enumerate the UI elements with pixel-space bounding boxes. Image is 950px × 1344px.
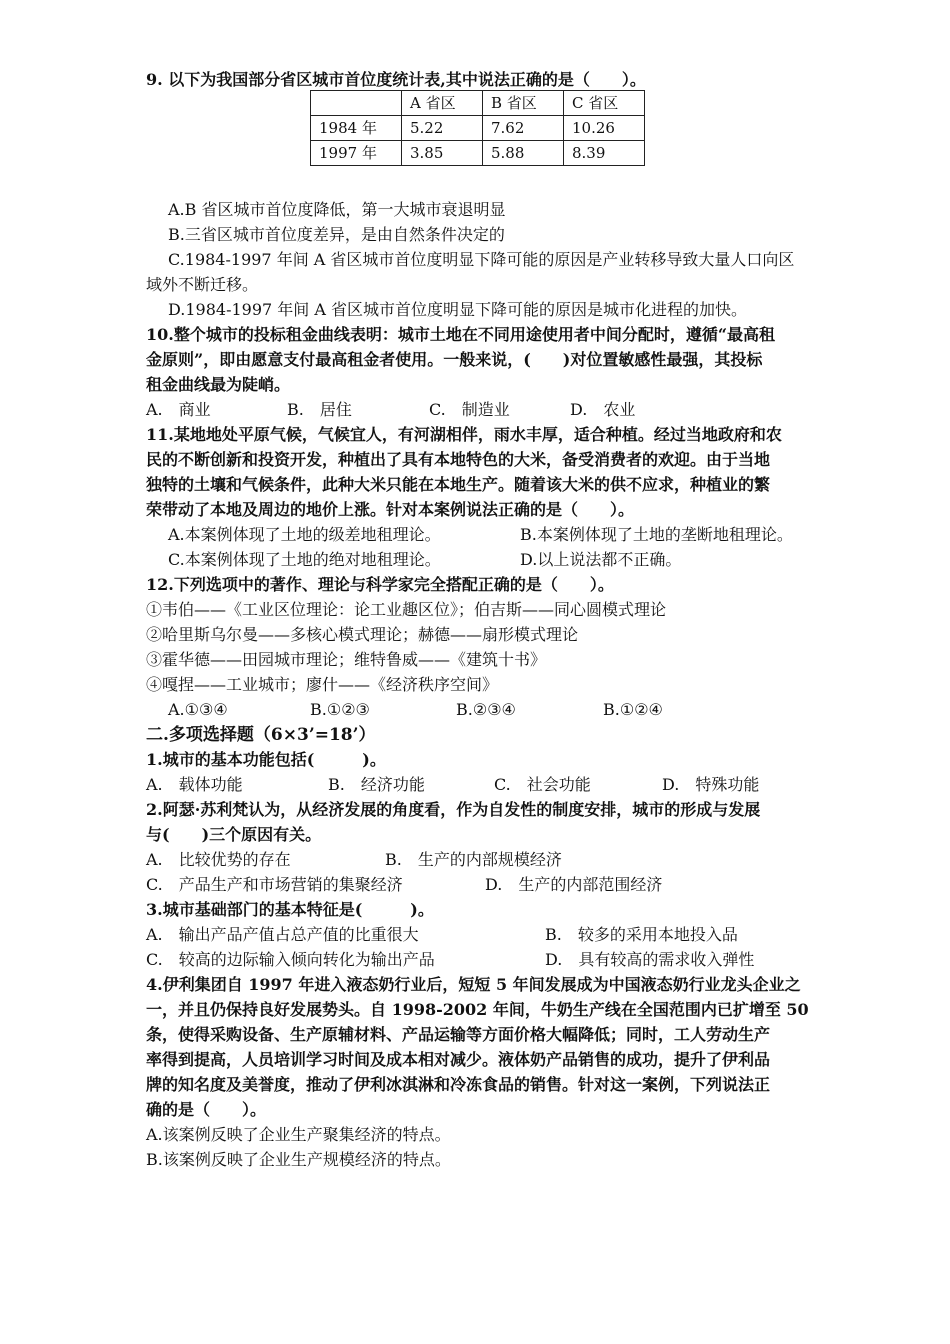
q11-line: 荣带动了本地及周边的地价上涨。针对本案例说法正确的是（ ）。: [146, 500, 635, 519]
q11-option-c: C.本案例体现了土地的绝对地租理论。: [168, 550, 441, 569]
table-cell: 8.39: [564, 141, 645, 166]
q9-option-b: B.三省区城市首位度差异，是由自然条件决定的: [168, 225, 505, 244]
m4-line: 一，并且仍保持良好发展势头。自 1998-2002 年间，牛奶生产线在全国范围内已扩增至 50: [146, 1000, 809, 1019]
table-cell: 5.22: [402, 116, 483, 141]
m1-stem: 1.城市的基本功能包括( )。: [146, 750, 386, 769]
m2-option-d: D. 生产的内部范围经济: [485, 875, 663, 894]
m2-option-c: C. 产品生产和市场营销的集聚经济: [146, 875, 403, 894]
q9-stem: 9. 以下为我国部分省区城市首位度统计表,其中说法正确的是（ ）。: [146, 70, 646, 89]
table-cell: 10.26: [564, 116, 645, 141]
q11-option-a: A.本案例体现了土地的级差地租理论。: [168, 525, 441, 544]
table-row: [311, 141, 645, 166]
m4-line: 确的是（ ）。: [146, 1100, 267, 1119]
q10-line: 租金曲线最为陡峭。: [146, 375, 291, 394]
q11-option-b: B.本案例体现了土地的垄断地租理论。: [520, 525, 793, 544]
q12-item: ③霍华德——田园城市理论；维特鲁威——《建筑十书》: [146, 650, 547, 669]
q11-line: 独特的土壤和气候条件，此种大米只能在本地生产。随着该大米的供不应求，种植业的繁: [146, 475, 771, 494]
m3-stem: 3.城市基础部门的基本特征是( )。: [146, 900, 434, 919]
table-cell: A 省区: [402, 91, 483, 116]
m2-option-a: A. 比较优势的存在: [146, 850, 291, 869]
q12-stem: 12.下列选项中的著作、理论与科学家完全搭配正确的是（ ）。: [146, 575, 614, 594]
table-header-row: [311, 91, 645, 116]
m3-option-c: C. 较高的边际输入倾向转化为输出产品: [146, 950, 435, 969]
q9-option-c: C.1984-1997 年间 A 省区城市首位度明显下降可能的原因是产业转移导致大量人口向区: [168, 250, 795, 269]
table-cell: 3.85: [402, 141, 483, 166]
q12-item: ②哈里斯乌尔曼——多核心模式理论；赫德——扇形模式理论: [146, 625, 579, 644]
m4-option-b: B.该案例反映了企业生产规模经济的特点。: [146, 1150, 451, 1169]
q9-option-c-cont: 域外不断迁移。: [146, 275, 259, 294]
table-cell: 7.62: [483, 116, 564, 141]
m4-line: 牌的知名度及美誉度，推动了伊利冰淇淋和冷冻食品的销售。针对这一案例，下列说法正: [146, 1075, 771, 1094]
table-cell: B 省区: [483, 91, 564, 116]
city-primacy-table: [310, 90, 645, 166]
m1-option-b: B. 经济功能: [328, 775, 425, 794]
q12-item: ④嘎捏——工业城市；廖什——《经济秩序空间》: [146, 675, 499, 694]
m2-line: 与( )三个原因有关。: [146, 825, 322, 844]
table-cell: 5.88: [483, 141, 564, 166]
m4-line: 条，使得采购设备、生产原辅材料、产品运输等方面价格大幅降低；同时，工人劳动生产: [146, 1025, 771, 1044]
m1-option-d: D. 特殊功能: [662, 775, 760, 794]
m3-option-b: B. 较多的采用本地投入品: [545, 925, 738, 944]
m4-line: 率得到提高，人员培训学习时间及成本相对减少。液体奶产品销售的成功，提升了伊利品: [146, 1050, 771, 1069]
q9-option-d: D.1984-1997 年间 A 省区城市首位度明显下降可能的原因是城市化进程的加快。: [168, 300, 748, 319]
q10-line: 金原则”，即由愿意支付最高租金者使用。一般来说，( )对位置敏感性最强，其投标: [146, 350, 763, 369]
q12-item: ①韦伯——《工业区位理论：论工业趣区位》；伯吉斯——同心圆模式理论: [146, 600, 667, 619]
q10-option-c: C. 制造业: [429, 400, 510, 419]
m3-option-d: D. 具有较高的需求收入弹性: [545, 950, 755, 969]
q10-option-b: B. 居住: [287, 400, 352, 419]
m4-option-a: A.该案例反映了企业生产聚集经济的特点。: [146, 1125, 451, 1144]
table-cell: [311, 91, 402, 116]
q10-line: 10.整个城市的投标租金曲线表明：城市土地在不同用途使用者中间分配时，遵循“最高租: [146, 325, 776, 344]
q9-option-a: A.B 省区城市首位度降低，第一大城市衰退明显: [168, 200, 506, 219]
m1-option-a: A. 载体功能: [146, 775, 243, 794]
q11-option-d: D.以上说法都不正确。: [520, 550, 682, 569]
m2-option-b: B. 生产的内部规模经济: [385, 850, 562, 869]
q12-option-c: B.②③④: [456, 700, 516, 719]
table-cell: 1984 年: [311, 116, 402, 141]
q10-option-a: A. 商业: [146, 400, 211, 419]
q11-line: 11.某地地处平原气候，气候宜人，有河湖相伴，雨水丰厚，适合种植。经过当地政府和农: [146, 425, 782, 444]
table-cell: C 省区: [564, 91, 645, 116]
q12-option-d: B.①②④: [603, 700, 663, 719]
q12-option-b: B.①②③: [310, 700, 370, 719]
section-title: 二.多项选择题（6×3’=18’）: [146, 725, 376, 745]
q11-line: 民的不断创新和投资开发，种植出了具有本地特色的大米，备受消费者的欢迎。由于当地: [146, 450, 771, 469]
m1-option-c: C. 社会功能: [494, 775, 591, 794]
q12-option-a: A.①③④: [168, 700, 228, 719]
table-row: [311, 116, 645, 141]
table-cell: 1997 年: [311, 141, 402, 166]
m4-line: 4.伊利集团自 1997 年进入液态奶行业后，短短 5 年间发展成为中国液态奶行业龙头企业之: [146, 975, 801, 994]
m3-option-a: A. 输出产品产值占总产值的比重很大: [146, 925, 419, 944]
q10-option-d: D. 农业: [570, 400, 636, 419]
m2-line: 2.阿瑟·苏利梵认为，从经济发展的角度看，作为自发性的制度安排，城市的形成与发展: [146, 800, 761, 819]
